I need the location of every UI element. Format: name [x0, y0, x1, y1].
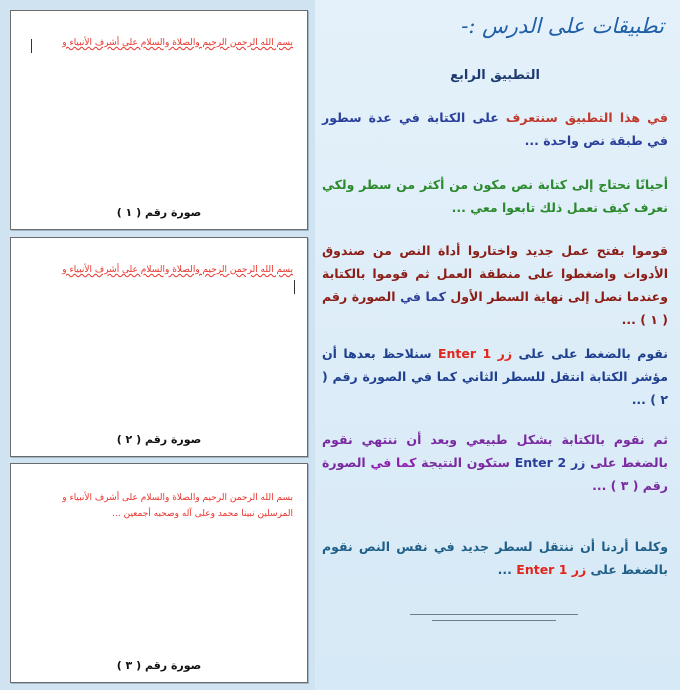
- p5-enter-key: زر 2 Enter: [514, 455, 586, 470]
- paragraph-6: [322, 535, 668, 581]
- p3-text-b: كما في: [400, 289, 446, 304]
- paragraph-1: [322, 106, 668, 152]
- figure-3: [10, 463, 308, 683]
- paragraph-5: [322, 428, 668, 497]
- p6-text-c: ...: [497, 562, 517, 577]
- p5-text-e: الصورة رقم ( ٣ ) ...: [322, 455, 668, 493]
- p3-text-c: الصورة رقم ( ١ ) ...: [322, 289, 668, 327]
- page-title: تطبيقات على الدرس :-: [461, 14, 664, 38]
- p6-text-a: وكلما أردنا أن ننتقل لسطر جديد في نفس النص نقوم بالضغط على: [322, 539, 668, 577]
- p1-text-b: على: [472, 110, 499, 125]
- figure-1-text: بسم الله الرحمن الرحيم والصلاة والسلام على أشرف الأنبياء و: [62, 38, 293, 48]
- p4-text-c: سنلاحظ بعدها أن مؤشر الكتابة انتقل للسطر الثاني كما في الصورة رقم ( ٢ ) ...: [322, 346, 668, 407]
- text-cursor: [294, 280, 295, 294]
- paragraph-3: [322, 239, 668, 331]
- p5-text-c: ستكون النتيجة: [416, 455, 515, 470]
- p4-enter-key: زر 1 Enter: [437, 346, 513, 361]
- figure-3-text: [25, 490, 293, 522]
- divider-line: [432, 620, 556, 621]
- figure-2-caption: صورة رقم ( ٢ ): [116, 433, 202, 446]
- divider-line: [410, 614, 578, 615]
- p3-text-a: قوموا بفتح عمل جديد واختاروا أداة النص من صندوق الأدوات واضغطوا على منطقة العمل ثم قوموا بالكتابة وعندما نصل إلى نهاية السطر الأول: [322, 243, 668, 304]
- section-subtitle: التطبيق الرابع: [450, 68, 540, 83]
- figure-2: [10, 237, 308, 457]
- p5-text-d: كما في: [370, 455, 417, 470]
- figure-3-line-2: المرسلين نبينا محمد وعلى آله وصحبه أجمعين ...: [112, 509, 293, 519]
- p1-text-a: في هذا التطبيق سنتعرف: [498, 110, 668, 125]
- figure-3-line-1: بسم الله الرحمن الرحيم والصلاة والسلام على أشرف الأنبياء و: [62, 493, 293, 503]
- p1-text-c: الكتابة في عدة سطور في طبقة نص واحدة ...: [322, 110, 668, 148]
- text-cursor: [31, 39, 32, 53]
- paragraph-4: [322, 342, 668, 411]
- p4-text-a: نقوم بالضغط على على: [512, 346, 668, 361]
- figure-2-text: بسم الله الرحمن الرحيم والصلاة والسلام على أشرف الأنبياء و: [62, 265, 293, 275]
- figure-3-caption: صورة رقم ( ٣ ): [116, 659, 202, 672]
- figure-1: [10, 10, 308, 230]
- figure-1-caption: صورة رقم ( ١ ): [116, 206, 202, 219]
- p6-enter-key: زر 1 Enter: [516, 562, 587, 577]
- paragraph-2: أحيانًا نحتاج إلى كتابة نص مكون من أكثر من سطر ولكي نعرف كيف نعمل ذلك تابعوا معي ...: [322, 177, 668, 215]
- p5-text-a: ثم نقوم بالكتابة بشكل طبيعي وبعد أن ننتهي نقوم بالضغط على: [322, 432, 668, 470]
